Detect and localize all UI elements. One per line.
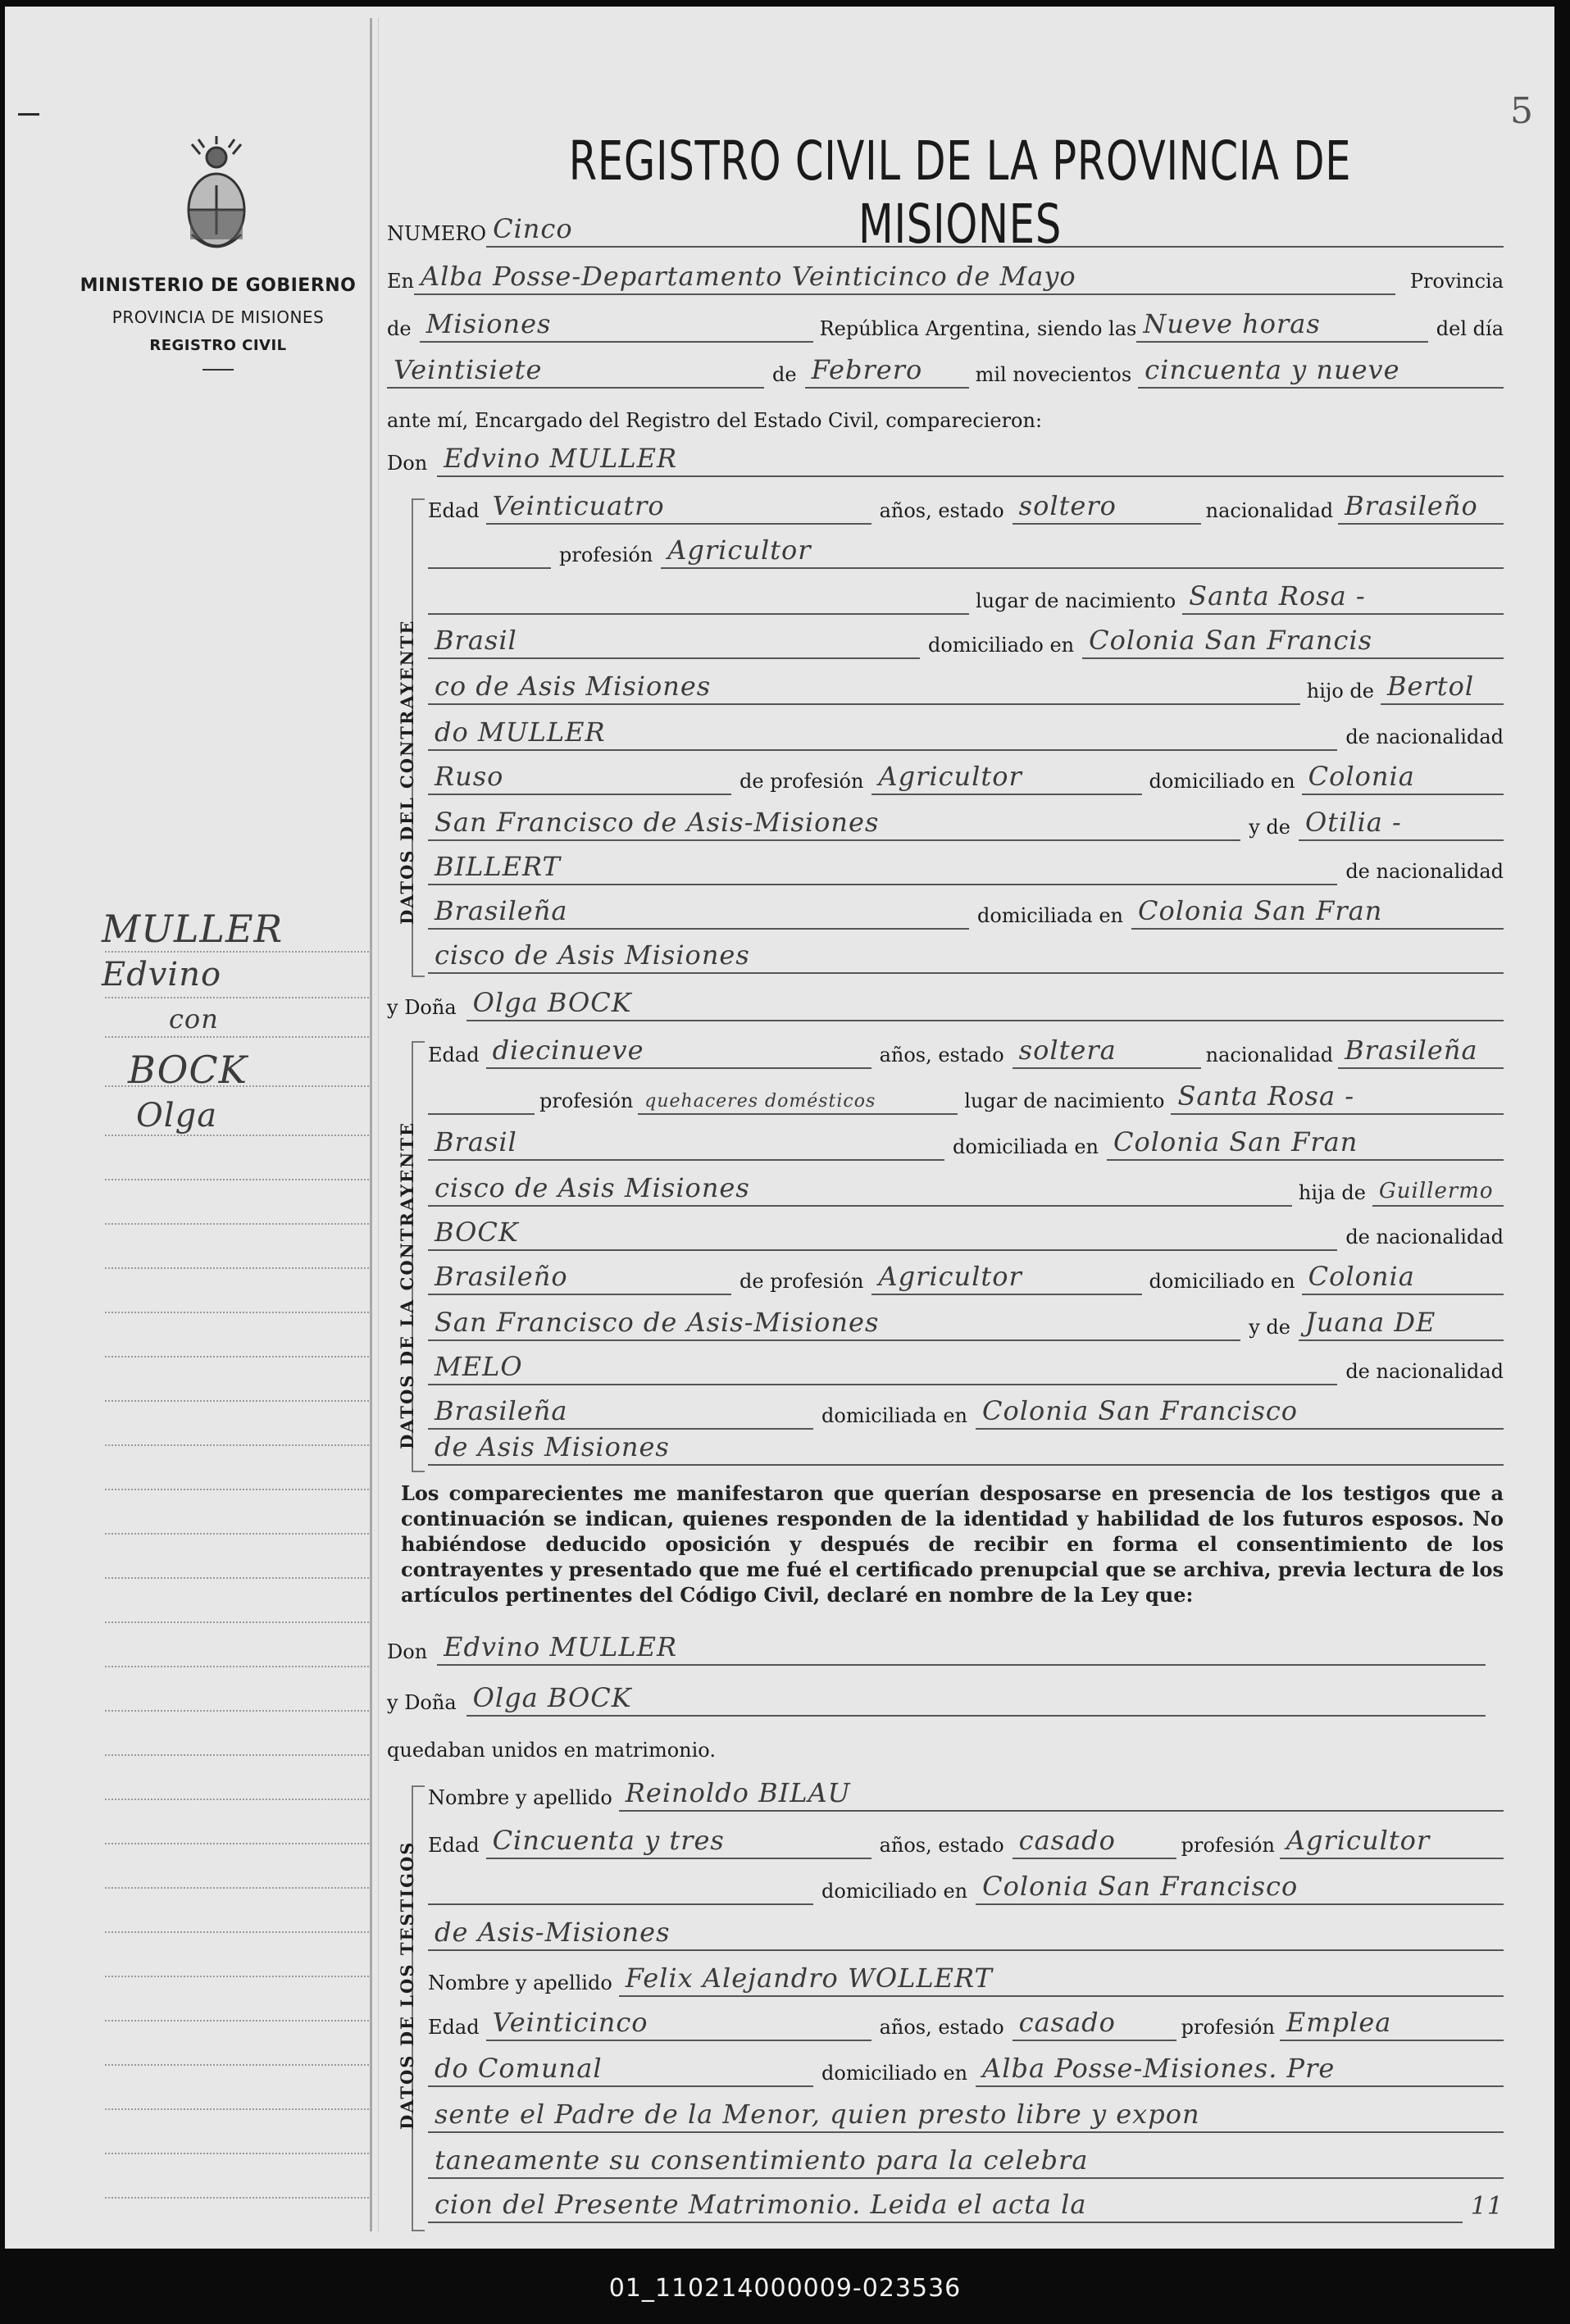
numero-value: Cinco xyxy=(493,213,573,244)
nombre-apellido-label: Nombre y apellido xyxy=(428,1972,612,1994)
witness2-row-edad xyxy=(428,2007,1504,2041)
profesion-label: profesión xyxy=(539,1089,634,1112)
groom-padre-field xyxy=(1381,672,1504,705)
mes-field xyxy=(805,356,969,389)
lugar-value: Alba Posse-Departamento Veinticinco de Mayo xyxy=(420,261,1076,292)
groom-row-edad xyxy=(428,490,1504,525)
witness1-nombre-field xyxy=(619,1779,1504,1812)
profesion-label: profesión xyxy=(1181,2016,1275,2039)
de-label: de xyxy=(772,363,797,386)
de-nacionalidad-label: de nacionalidad xyxy=(1345,1360,1504,1383)
groom-nac-field xyxy=(1338,492,1504,525)
groom-lugar-value: Santa Rosa - xyxy=(1189,580,1366,612)
witness2-dom-field xyxy=(976,2054,1504,2087)
witness2-nombre-value: Felix Alejandro WOLLERT xyxy=(625,1962,993,1994)
margin-line xyxy=(105,2020,369,2022)
provincia-value: Misiones xyxy=(425,308,552,339)
anos-estado-label: años, estado xyxy=(879,1044,1004,1066)
witness2-prof2-field xyxy=(428,2054,813,2087)
lugar-field xyxy=(414,262,1395,295)
groom-name-value: Edvino MULLER xyxy=(444,443,678,474)
bride-row-padre xyxy=(428,1217,1504,1251)
mil-label: mil novecientos xyxy=(975,363,1132,386)
note-line-3: cion del Presente Matrimonio. Leida el acta la xyxy=(435,2189,1087,2220)
witness1-row-dom2 xyxy=(428,1917,1504,1951)
lugar-nac-label: lugar de nacimiento xyxy=(976,589,1176,612)
bride-padre-dom2-field xyxy=(428,1308,1240,1341)
witness1-dom2-value: de Asis-Misiones xyxy=(435,1917,671,1948)
groom-row-madre-dom2 xyxy=(428,939,1504,974)
lugar-nac-label: lugar de nacimiento xyxy=(964,1089,1165,1112)
groom-row-hijo xyxy=(428,671,1504,705)
republica-label: República Argentina, siendo las xyxy=(819,317,1137,340)
del-dia-label: del día xyxy=(1436,317,1504,340)
groom-row-madre-dom xyxy=(428,895,1504,930)
side-label-witnesses: DATOS DE LOS TESTIGOS xyxy=(397,1840,417,2130)
groom-row-padre xyxy=(428,716,1504,751)
de-nacionalidad-label: de nacionalidad xyxy=(1345,860,1504,883)
domiciliada-label: domiciliada en xyxy=(953,1135,1099,1158)
witness1-row-edad xyxy=(428,1825,1504,1859)
document-title: REGISTRO CIVIL DE LA PROVINCIA DE MISIONES xyxy=(568,130,1352,256)
bride-madre-value: Juana DE xyxy=(1305,1307,1436,1338)
image-caption: 01_110214000009-023536 xyxy=(608,2274,962,2303)
witness2-row-nombre xyxy=(428,1962,1504,1997)
margin-line xyxy=(105,1666,369,1667)
anio-value: cincuenta y nueve xyxy=(1145,354,1400,385)
bride-edad-field xyxy=(486,1036,871,1069)
bride-row-dom xyxy=(428,1126,1504,1161)
mes-value: Febrero xyxy=(811,354,923,385)
nacionalidad-label: nacionalidad xyxy=(1205,1044,1334,1066)
margin-line xyxy=(105,1223,369,1225)
bride-name-field xyxy=(466,989,1504,1021)
row-numero xyxy=(387,213,1504,248)
domiciliada-label: domiciliada en xyxy=(821,1404,967,1427)
margin-line xyxy=(105,1036,369,1038)
bride-lugar2-value: Brasil xyxy=(435,1126,517,1157)
province-name: PROVINCIA DE MISIONES xyxy=(111,307,325,327)
numero-label: NUMERO xyxy=(387,222,487,245)
bride-lugar2-field xyxy=(428,1128,944,1161)
edad-label: Edad xyxy=(428,499,480,522)
groom-padre2-value: do MULLER xyxy=(435,716,606,748)
margin-given-1: Edvino xyxy=(102,956,222,994)
bride-estado-value: soltera xyxy=(1018,1035,1117,1066)
edad-label: Edad xyxy=(428,1044,480,1066)
bride-row-edad xyxy=(428,1035,1504,1069)
dona-label: y Doña xyxy=(387,996,457,1019)
header-dash xyxy=(203,369,234,371)
union-don-field xyxy=(437,1633,1486,1666)
y-de-label: y de xyxy=(1249,1316,1290,1339)
groom-padre-nac-value: Ruso xyxy=(435,761,504,792)
margin-line xyxy=(105,1931,369,1933)
page-number: 5 xyxy=(1510,90,1533,132)
provincia-label: Provincia xyxy=(1409,270,1504,293)
witness1-dom-field xyxy=(976,1872,1504,1905)
groom-nac-value: Brasileño xyxy=(1345,490,1478,521)
margin-line xyxy=(105,951,369,953)
bride-padre-nac-value: Brasileño xyxy=(435,1261,568,1292)
groom-row-lugar xyxy=(428,580,1504,615)
groom-lugar2-value: Brasil xyxy=(435,625,517,656)
de-nacionalidad-label: de nacionalidad xyxy=(1345,725,1504,748)
margin-line xyxy=(105,1179,369,1180)
union-dona-field xyxy=(466,1684,1486,1717)
y-de-label: y de xyxy=(1249,816,1290,839)
groom-madre2-field xyxy=(428,853,1337,885)
bride-padre-prof-value: Agricultor xyxy=(878,1261,1022,1292)
witness2-prof2-value: do Comunal xyxy=(435,2053,603,2084)
domiciliado-label: domiciliado en xyxy=(1149,770,1295,793)
margin-line xyxy=(105,1799,369,1800)
groom-madre-value: Otilia - xyxy=(1305,807,1402,838)
row-fecha xyxy=(387,354,1504,389)
margin-line xyxy=(105,1489,369,1490)
side-label-groom: DATOS DEL CONTRAYENTE xyxy=(397,619,417,925)
blank-field xyxy=(428,1872,813,1905)
de-nacionalidad-label: de nacionalidad xyxy=(1345,1226,1504,1248)
bride-padre-value: Guillermo xyxy=(1379,1179,1494,1203)
groom-padre-nac-field xyxy=(428,762,731,795)
side-label-bride: DATOS DE LA CONTRAYENTE xyxy=(397,1121,417,1449)
union-row-don xyxy=(387,1631,1486,1666)
witness2-row-dom xyxy=(428,2053,1504,2087)
witness2-edad-value: Veinticinco xyxy=(492,2007,648,2038)
margin-surname-1: MULLER xyxy=(102,907,284,951)
don-label: Don xyxy=(387,1640,428,1663)
bride-madre-nac-field xyxy=(428,1397,813,1430)
dia-field xyxy=(387,356,764,389)
margin-line xyxy=(105,1710,369,1712)
blank-field xyxy=(428,582,969,615)
groom-estado-value: soltero xyxy=(1018,490,1117,521)
margin-line xyxy=(105,1976,369,1977)
bride-estado-field xyxy=(1013,1036,1201,1069)
groom-padre-prof-field xyxy=(871,762,1142,795)
witness1-dom2-field xyxy=(428,1918,1504,1951)
domiciliada-label: domiciliada en xyxy=(977,904,1123,927)
witness1-prof-value: Agricultor xyxy=(1286,1825,1431,1856)
groom-padre2-field xyxy=(428,718,1337,751)
anos-estado-label: años, estado xyxy=(879,2016,1004,2039)
caption-strip xyxy=(0,2249,1570,2324)
margin-line xyxy=(105,1533,369,1535)
profesion-label: profesión xyxy=(559,543,653,566)
groom-row-madre xyxy=(428,807,1504,841)
horas-value: Nueve horas xyxy=(1143,308,1321,339)
bride-madre-dom2-value: de Asis Misiones xyxy=(435,1431,670,1462)
row-lugar xyxy=(387,261,1504,295)
groom-padre-dom2-field xyxy=(428,808,1240,841)
bride-dom2-value: cisco de Asis Misiones xyxy=(435,1172,750,1203)
groom-estado-field xyxy=(1013,492,1201,525)
hijo-de-label: hijo de xyxy=(1306,680,1374,703)
witness1-dom-value: Colonia San Francisco xyxy=(982,1871,1299,1902)
row-don xyxy=(387,443,1504,477)
register-page xyxy=(5,7,1554,2249)
groom-madre-nac-field xyxy=(428,897,969,930)
row-quedaban xyxy=(387,1730,1486,1764)
margin-given-2: Olga xyxy=(136,1097,218,1135)
groom-row-dom xyxy=(428,625,1504,659)
bride-prof-field xyxy=(638,1082,958,1115)
bride-padre-field xyxy=(1372,1174,1504,1207)
witness1-prof-field xyxy=(1280,1826,1504,1859)
witness1-edad-field xyxy=(486,1826,871,1859)
groom-padre-dom-value: Colonia xyxy=(1308,761,1415,792)
groom-edad-field xyxy=(486,492,871,525)
bride-padre2-value: BOCK xyxy=(435,1217,519,1248)
bride-madre-field xyxy=(1299,1308,1504,1341)
margin-line xyxy=(105,2064,369,2066)
provincia-field xyxy=(420,310,813,343)
blank-field xyxy=(428,536,551,569)
witness1-row-nombre xyxy=(428,1777,1504,1812)
bride-name-value: Olga BOCK xyxy=(472,987,632,1018)
witness1-estado-field xyxy=(1013,1826,1176,1859)
numero-field xyxy=(486,215,1504,248)
groom-dom-field xyxy=(1082,626,1504,659)
groom-edad-value: Veinticuatro xyxy=(492,490,665,521)
registry-name: REGISTRO CIVIL xyxy=(149,337,287,354)
horas-field xyxy=(1136,310,1427,343)
groom-padre-dom2-value: San Francisco de Asis-Misiones xyxy=(435,807,880,838)
groom-padre-prof-value: Agricultor xyxy=(878,761,1022,792)
note-line-1: sente el Padre de la Menor, quien presto libre y expon xyxy=(435,2099,1200,2130)
de-profesion-label: de profesión xyxy=(739,1270,864,1293)
union-don-value: Edvino MULLER xyxy=(444,1631,678,1662)
margin-line xyxy=(105,1400,369,1402)
bride-row-padre-prof xyxy=(428,1261,1504,1295)
bride-madre-dom-field xyxy=(976,1397,1504,1430)
anos-estado-label: años, estado xyxy=(879,499,1004,522)
row-provincia xyxy=(387,308,1504,343)
groom-dom2-value: co de Asis Misiones xyxy=(435,671,712,702)
note-row xyxy=(428,2189,1504,2223)
margin-line xyxy=(105,1267,369,1269)
row-ante xyxy=(387,400,1504,434)
witness1-edad-value: Cincuenta y tres xyxy=(492,1825,725,1856)
witness2-dom-value: Alba Posse-Misiones. Pre xyxy=(982,2053,1336,2084)
witness1-row-dom xyxy=(428,1871,1504,1905)
bride-row-hija xyxy=(428,1172,1504,1207)
margin-conjunction: con xyxy=(169,1003,219,1035)
note-line-2: taneamente su consentimiento para la celebra xyxy=(435,2144,1089,2176)
groom-name-field xyxy=(437,444,1504,477)
declaration-paragraph: Los comparecientes me manifestaron que querían desposarse en presencia de los testigos que a continuación se indican, quienes responden de la identidad y habilidad de los futuros esposos. No habiéndose deducido oposición y después de recibir en forma el consentimiento de los contrayentes y presentado que me fué el certificado prenupcial que se archiva, previa lectura de los artículos pertinentes del Código Civil, declaré en nombre de la Ley que: xyxy=(401,1481,1504,1607)
groom-row-profesion xyxy=(428,534,1504,569)
margin-line xyxy=(105,1135,369,1136)
quedaban-text: quedaban unidos en matrimonio. xyxy=(387,1739,716,1762)
dia-value: Veintisiete xyxy=(394,354,543,385)
groom-madre-dom2-field xyxy=(428,941,1504,974)
domiciliado-label: domiciliado en xyxy=(928,634,1075,657)
witness2-prof-field xyxy=(1280,2008,1504,2041)
groom-prof-field xyxy=(661,536,1504,569)
bride-edad-value: diecinueve xyxy=(492,1035,644,1066)
hija-de-label: hija de xyxy=(1298,1181,1366,1204)
margin-line xyxy=(105,2108,369,2110)
bride-lugar-value: Santa Rosa - xyxy=(1177,1080,1355,1112)
edad-label: Edad xyxy=(428,1834,480,1857)
bride-dom-field xyxy=(1107,1128,1504,1161)
ministry-name: MINISTERIO DE GOBIERNO xyxy=(80,275,357,296)
bride-madre2-value: MELO xyxy=(435,1351,523,1382)
bride-padre-nac-field xyxy=(428,1262,731,1295)
note-field xyxy=(428,2100,1504,2133)
bride-nac-field xyxy=(1338,1036,1504,1069)
margin-line xyxy=(105,1312,369,1313)
note-end-mark: 11 xyxy=(1470,2192,1504,2221)
bride-dom-value: Colonia San Fran xyxy=(1113,1126,1358,1157)
margin-line xyxy=(105,1754,369,1756)
domiciliado-label: domiciliado en xyxy=(1149,1270,1295,1293)
margin-line xyxy=(105,1577,369,1579)
bride-madre2-field xyxy=(428,1353,1337,1385)
note-field xyxy=(428,2190,1463,2223)
witness2-nombre-field xyxy=(619,1964,1504,1997)
witness1-nombre-value: Reinoldo BILAU xyxy=(625,1777,851,1808)
margin-line xyxy=(105,997,369,998)
note-field xyxy=(428,2146,1504,2179)
groom-row-madre2 xyxy=(428,851,1504,885)
bride-row-madre-dom2 xyxy=(428,1431,1504,1466)
witness2-estado-field xyxy=(1013,2008,1176,2041)
bride-padre-prof-field xyxy=(871,1262,1142,1295)
union-row-dona xyxy=(387,1682,1486,1717)
groom-padre-dom-field xyxy=(1302,762,1504,795)
margin-line xyxy=(105,1621,369,1623)
union-dona-value: Olga BOCK xyxy=(472,1682,632,1713)
dona-label: y Doña xyxy=(387,1691,457,1714)
groom-padre-value: Bertol xyxy=(1387,671,1475,702)
margin-line xyxy=(105,2153,369,2154)
groom-prof-value: Agricultor xyxy=(667,534,812,566)
witness2-estado-value: casado xyxy=(1018,2007,1116,2038)
en-label: En xyxy=(387,270,414,293)
note-row xyxy=(428,2099,1504,2133)
edad-label: Edad xyxy=(428,2016,480,2039)
margin-line xyxy=(105,1085,369,1087)
row-dona xyxy=(387,987,1504,1021)
margin-surname-2: BOCK xyxy=(128,1048,248,1092)
groom-dom2-field xyxy=(428,672,1300,705)
groom-madre-nac-value: Brasileña xyxy=(435,895,568,926)
margin-line xyxy=(105,1356,369,1358)
bride-madre-dom2-field xyxy=(428,1433,1504,1466)
domiciliado-label: domiciliado en xyxy=(821,1880,968,1903)
bride-row-madre xyxy=(428,1307,1504,1341)
witness2-edad-field xyxy=(486,2008,871,2041)
bride-madre-nac-value: Brasileña xyxy=(435,1395,568,1426)
groom-madre-field xyxy=(1299,808,1504,841)
de-profesion-label: de profesión xyxy=(739,770,864,793)
groom-madre-dom-value: Colonia San Fran xyxy=(1137,895,1383,926)
profesion-label: profesión xyxy=(1181,1834,1275,1857)
bride-padre-dom-value: Colonia xyxy=(1308,1261,1415,1292)
margin-line xyxy=(105,2197,369,2199)
anos-estado-label: años, estado xyxy=(879,1834,1004,1857)
de-label: de xyxy=(387,317,412,340)
bride-padre-dom2-value: San Francisco de Asis-Misiones xyxy=(435,1307,880,1338)
groom-madre-dom2-value: cisco de Asis Misiones xyxy=(435,939,750,971)
margin-line xyxy=(105,1444,369,1446)
nombre-apellido-label: Nombre y apellido xyxy=(428,1786,612,1809)
groom-madre2-value: BILLERT xyxy=(435,851,561,882)
domiciliado-label: domiciliado en xyxy=(821,2062,968,2085)
bride-row-profesion xyxy=(428,1080,1504,1115)
anio-field xyxy=(1138,356,1504,389)
bride-padre-dom-field xyxy=(1302,1262,1504,1295)
groom-row-padre-prof xyxy=(428,761,1504,795)
bride-nac-value: Brasileña xyxy=(1345,1035,1478,1066)
bride-prof-value: quehaceres domésticos xyxy=(644,1091,876,1112)
groom-lugar2-field xyxy=(428,626,920,659)
nacionalidad-label: nacionalidad xyxy=(1205,499,1334,522)
bride-padre2-field xyxy=(428,1218,1337,1251)
margin-line xyxy=(105,1887,369,1889)
witness1-estado-value: casado xyxy=(1018,1825,1116,1856)
margin-line xyxy=(105,1843,369,1844)
groom-madre-dom-field xyxy=(1131,897,1504,930)
bride-row-madre2 xyxy=(428,1351,1504,1385)
bride-dom2-field xyxy=(428,1174,1292,1207)
bride-lugar-field xyxy=(1171,1082,1504,1115)
blank-field xyxy=(428,1082,535,1115)
ante-text: ante mí, Encargado del Registro del Estado Civil, comparecieron: xyxy=(387,409,1043,432)
ministry-header xyxy=(54,275,382,371)
bride-madre-dom-value: Colonia San Francisco xyxy=(981,1395,1299,1426)
groom-lugar-field xyxy=(1182,582,1504,615)
don-label: Don xyxy=(387,452,428,475)
witness2-prof-value: Emplea xyxy=(1286,2007,1392,2038)
margin-tick xyxy=(18,113,39,116)
coat-of-arms-icon xyxy=(175,136,257,259)
note-row xyxy=(428,2144,1504,2179)
groom-dom-value: Colonia San Francis xyxy=(1089,625,1373,656)
bride-row-madre-dom xyxy=(428,1395,1504,1430)
